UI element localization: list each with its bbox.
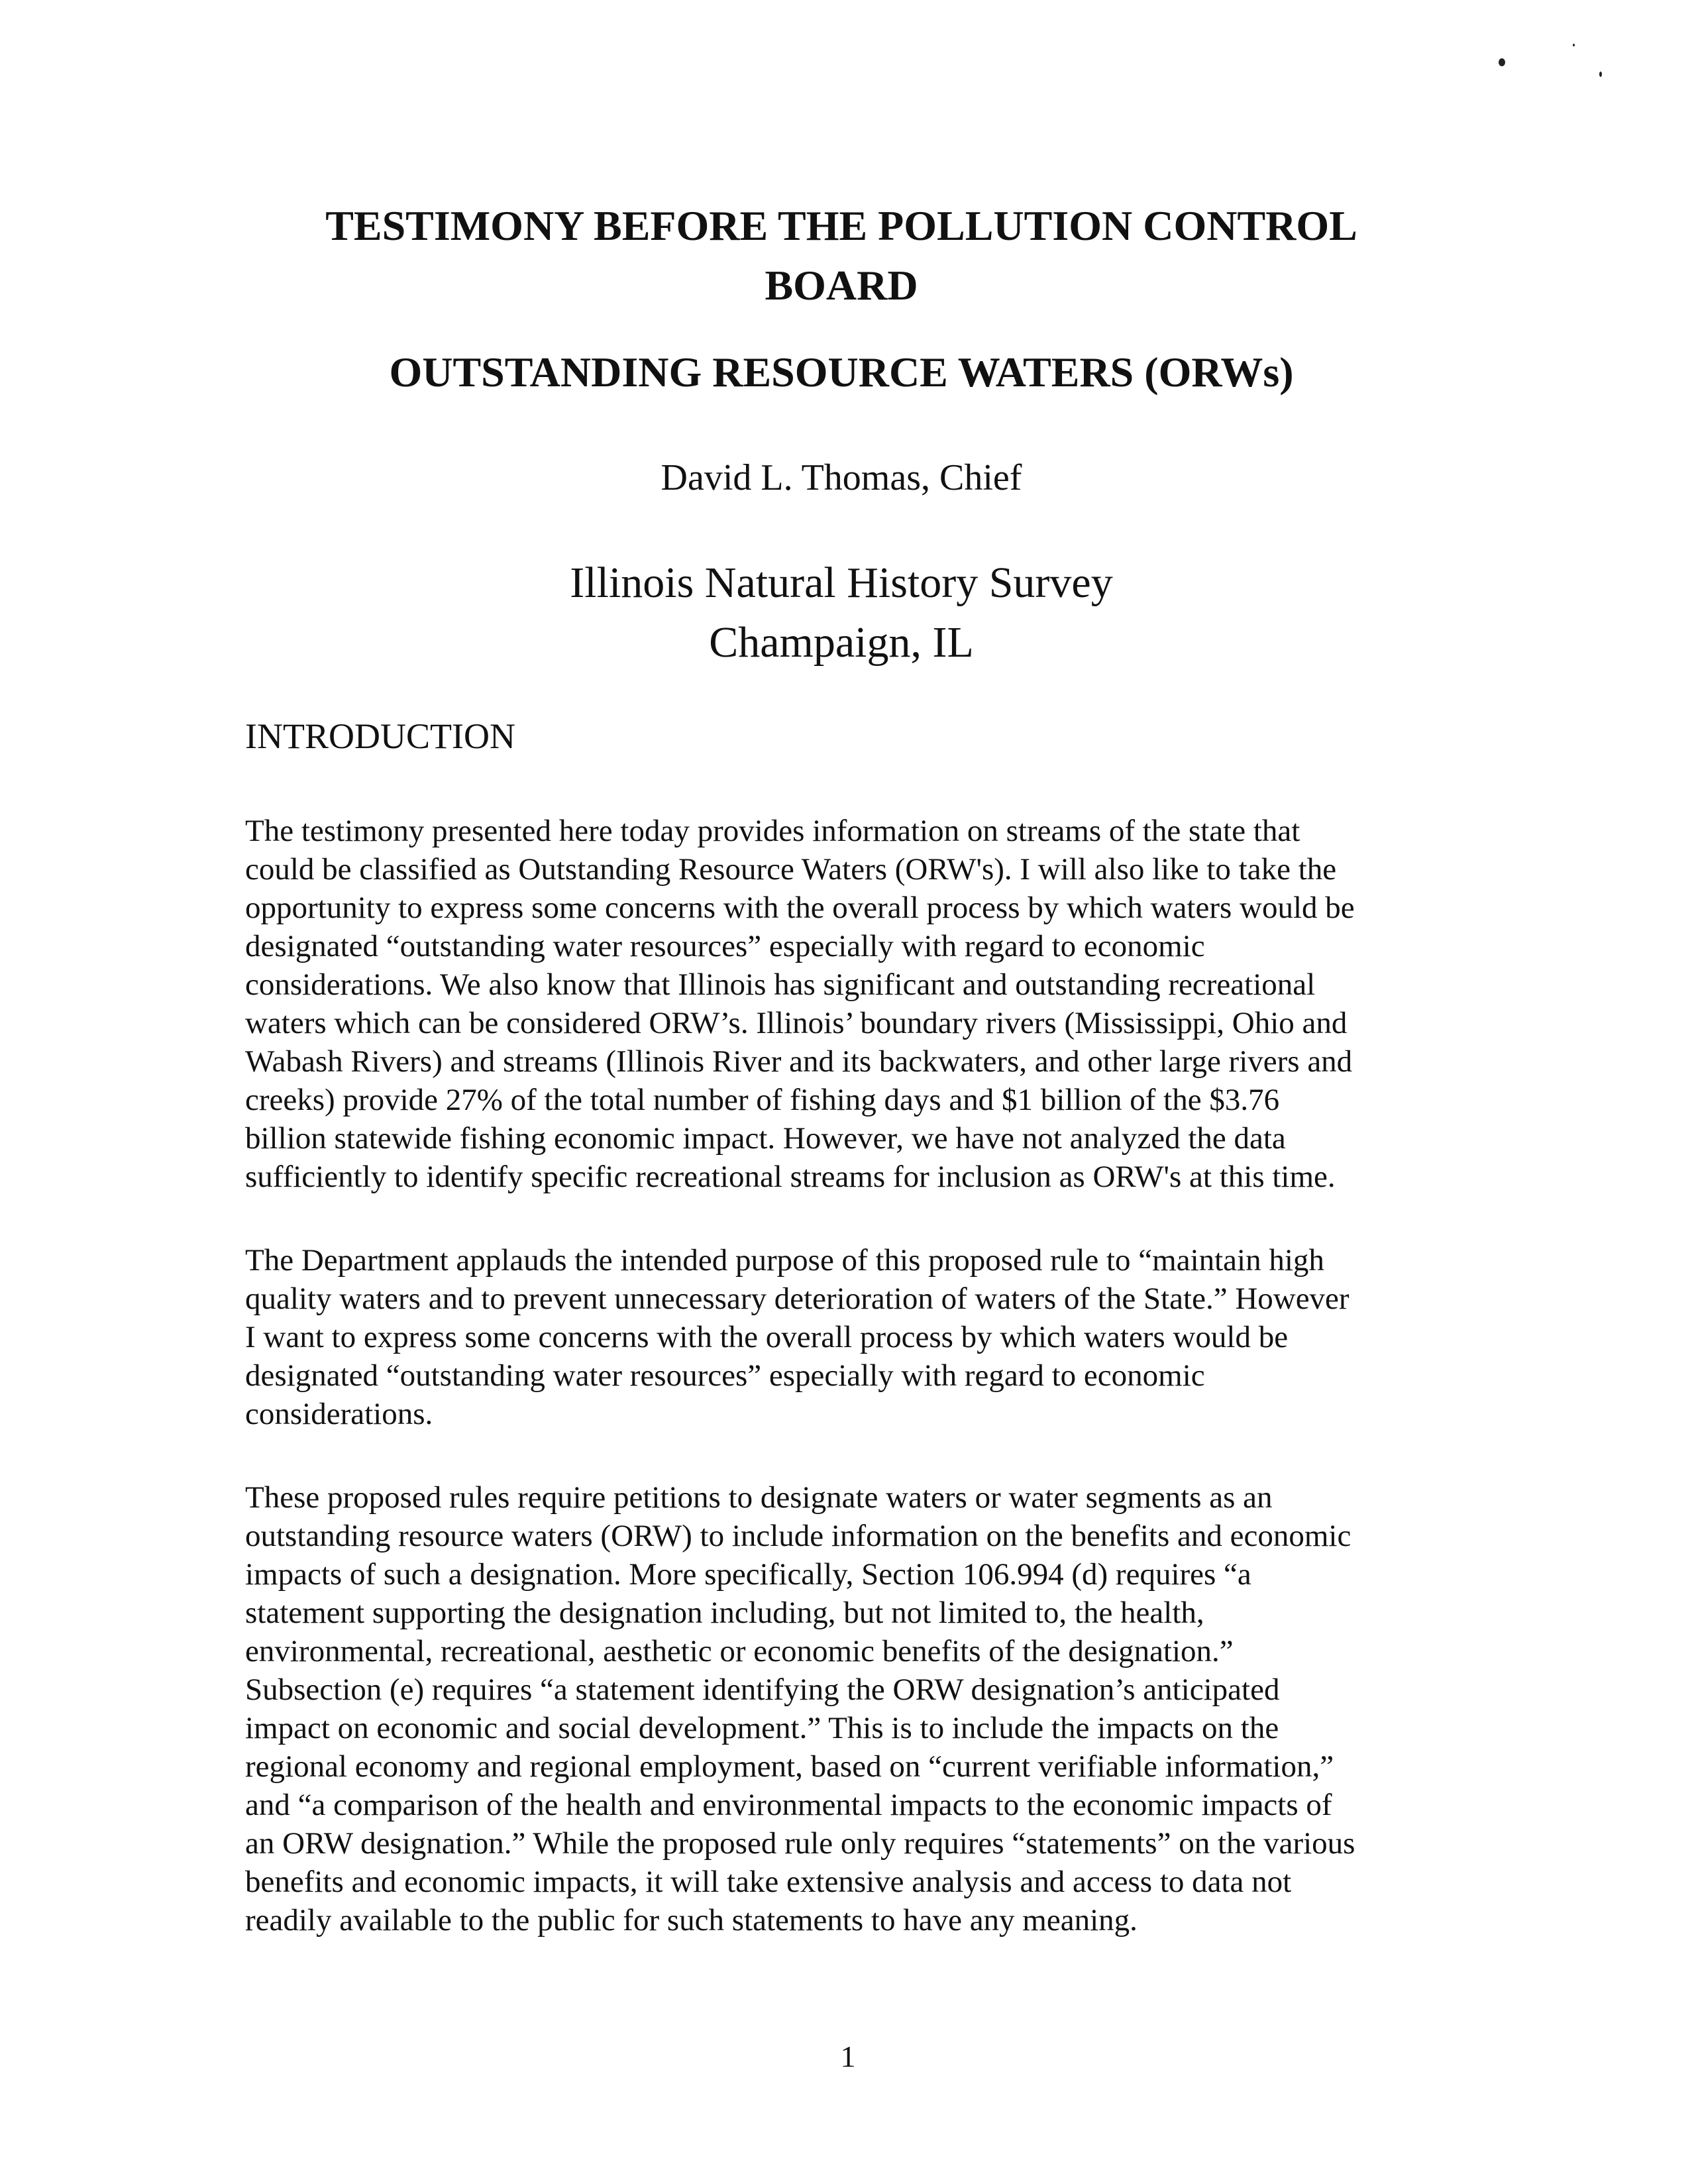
text-line: considerations.	[245, 1397, 433, 1431]
text-line: environmental, recreational, aesthetic or economic benefits of the designation.”	[245, 1634, 1234, 1668]
paragraph-3	[245, 1478, 1464, 1939]
text-line: could be classified as Outstanding Resource Waters (ORW's). I will also like to take the	[245, 852, 1337, 887]
text-line: creeks) provide 27% of the total number of fishing days and $1 billion of the $3.76	[245, 1083, 1280, 1117]
document-title-line-2: BOARD	[765, 262, 918, 309]
scan-speck	[1499, 58, 1505, 66]
scan-speck	[1573, 44, 1575, 46]
text-line: an ORW designation.” While the proposed rule only requires “statements” on the various	[245, 1826, 1355, 1861]
affiliation-line-2: Champaign, IL	[709, 618, 974, 667]
text-line: and “a comparison of the health and environmental impacts to the economic impacts of	[245, 1788, 1332, 1822]
text-line: readily available to the public for such statements to have any meaning.	[245, 1903, 1138, 1938]
text-line: outstanding resource waters (ORW) to include information on the benefits and economic	[245, 1519, 1352, 1553]
text-line: The Department applauds the intended purpose of this proposed rule to “maintain high	[245, 1243, 1324, 1278]
text-line: opportunity to express some concerns with the overall process by which waters would be	[245, 891, 1355, 925]
text-line: Subsection (e) requires “a statement identifying the ORW designation’s anticipated	[245, 1672, 1280, 1707]
text-line: designated “outstanding water resources” especially with regard to economic	[245, 929, 1205, 963]
text-line: Wabash Rivers) and streams (Illinois River and its backwaters, and other large rivers and	[245, 1044, 1353, 1079]
text-line: statement supporting the designation including, but not limited to, the health,	[245, 1596, 1204, 1630]
text-line: regional economy and regional employment, based on “current verifiable information,”	[245, 1749, 1334, 1784]
affiliation-line-1: Illinois Natural History Survey	[570, 559, 1113, 607]
text-line: billion statewide fishing economic impact. However, we have not analyzed the data	[245, 1121, 1286, 1156]
text-line: quality waters and to prevent unnecessary deterioration of waters of the State.” However	[245, 1282, 1350, 1316]
text-line: impact on economic and social development.” This is to include the impacts on the	[245, 1711, 1279, 1745]
text-line: I want to express some concerns with the overall process by which waters would be	[245, 1320, 1289, 1354]
document-subtitle: OUTSTANDING RESOURCE WATERS (ORWs)	[389, 349, 1294, 396]
text-line: considerations. We also know that Illinois has significant and outstanding recreational	[245, 967, 1316, 1002]
paragraph-1	[245, 812, 1464, 1196]
text-line: These proposed rules require petitions to designate waters or water segments as an	[245, 1480, 1273, 1515]
text-line: benefits and economic impacts, it will take extensive analysis and access to data not	[245, 1865, 1292, 1899]
text-line: sufficiently to identify specific recreational streams for inclusion as ORW's at this time.	[245, 1160, 1336, 1194]
text-line: waters which can be considered ORW’s. Illinois’ boundary rivers (Mississippi, Ohio and	[245, 1006, 1348, 1040]
page-number: 1	[840, 2040, 856, 2073]
section-heading: INTRODUCTION	[245, 716, 515, 756]
text-line: designated “outstanding water resources” especially with regard to economic	[245, 1358, 1205, 1393]
scan-speck	[1599, 72, 1602, 77]
text-line: The testimony presented here today provides information on streams of the state that	[245, 814, 1300, 848]
paragraph-2	[245, 1241, 1464, 1433]
text-line: impacts of such a designation. More specifically, Section 106.994 (d) requires “a	[245, 1557, 1251, 1592]
document-title-line-1: TESTIMONY BEFORE THE POLLUTION CONTROL	[325, 202, 1357, 249]
author-line: David L. Thomas, Chief	[661, 457, 1022, 498]
